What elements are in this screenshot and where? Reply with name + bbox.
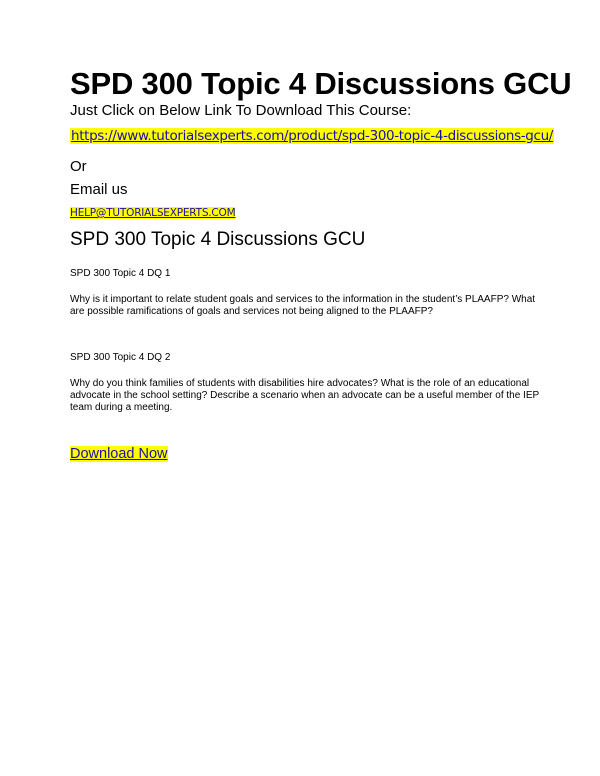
dq1-heading: SPD 300 Topic 4 DQ 1: [70, 268, 171, 279]
email-label: Email us: [70, 181, 128, 198]
download-instruction: Just Click on Below Link To Download This Course:: [70, 102, 412, 119]
dq1-text: Why is it important to relate student goals and services to the information in the student’s PLAAFP? What are possible ramifications of goals and services not being aligned to the PLAAFP?: [70, 294, 536, 317]
document-title: SPD 300 Topic 4 Discussions GCU: [70, 66, 572, 101]
download-now-link[interactable]: Download Now: [70, 446, 168, 462]
dq2-text: Why do you think families of students with disabilities hire advocates? What is the role of an educational advocate in the school setting? Describe a scenario when an advocate can be a useful member of the IEP team during a meeting.: [70, 378, 539, 413]
course-link[interactable]: https://www.tutorialsexperts.com/product/spd-300-topic-4-discussions-gcu/: [71, 128, 554, 144]
dq2-heading: SPD 300 Topic 4 DQ 2: [70, 352, 171, 363]
or-text: Or: [70, 158, 87, 175]
email-link[interactable]: HELP@TUTORIALSEXPERTS.COM: [70, 207, 236, 219]
section-title: SPD 300 Topic 4 Discussions GCU: [70, 229, 366, 250]
